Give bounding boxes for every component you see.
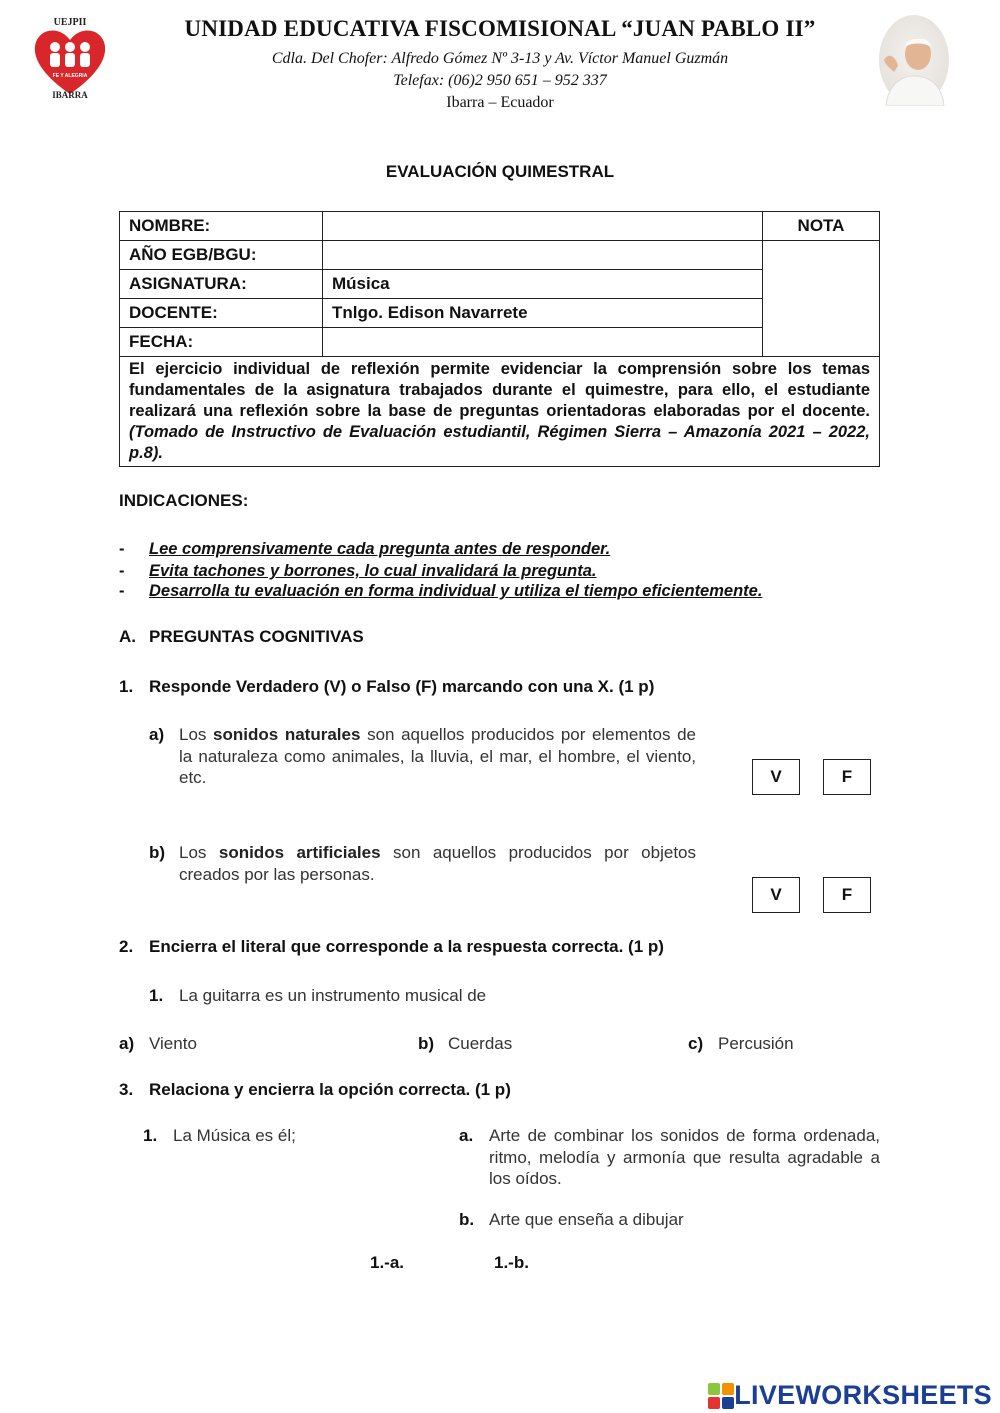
indication-text: Desarrolla tu evaluación en forma individual y utiliza el tiempo eficientemente. (149, 582, 763, 600)
q3-option-b-label: b. (459, 1210, 475, 1229)
q2-option-c[interactable]: c) Percusión (688, 1034, 794, 1053)
logo-top-text: UEJPII (53, 17, 87, 28)
logo-bottom-text: IBARRA (52, 90, 88, 100)
question-2-heading: 2. Encierra el literal que corresponde a la respuesta correcta. (1 p) (119, 937, 664, 956)
q3-left-item: 1. La Música es él; (143, 1126, 296, 1145)
indication-item: - Desarrolla tu evaluación en forma individual y utiliza el tiempo eficientemente. (119, 582, 763, 600)
date-field[interactable] (323, 328, 763, 357)
q2-option-a[interactable]: a) Viento (119, 1034, 197, 1053)
description-text: El ejercicio individual de reflexión permite evidenciar la comprensión sobre los temas fundamentales de la asignatura trabajados durante el quimestre, para ello, el estudiante realizará una reflexión sobre la base de preguntas orientadoras elaboradas por el docente. (129, 360, 870, 420)
q1-a-label: a) (149, 725, 165, 744)
subject-value: Música (323, 270, 763, 299)
indication-text: Lee comprensivamente cada pregunta antes de responder. (149, 540, 611, 558)
q3-option-a-text: Arte de combinar los sonidos de forma ordenada, ritmo, melodía y armonía que resulta agradable a los oídos. (489, 1126, 880, 1188)
liveworksheets-wordmark: LIVEWORKSHEETS (734, 1380, 992, 1410)
date-label: FECHA: (120, 328, 323, 357)
question-1-heading: 1. Responde Verdadero (V) o Falso (F) marcando con una X. (1 p) (119, 677, 655, 696)
liveworksheets-logo (708, 1380, 992, 1411)
q3-answer-1b[interactable]: 1.-b. (494, 1253, 529, 1272)
q1-a-statement: Los sonidos naturales son aquellos producidos por elementos de la naturaleza como animales, la lluvia, el mar, el hombre, el viento, etc. (179, 725, 696, 787)
student-info-table (119, 211, 880, 467)
q1-b-statement: Los sonidos artificiales son aquellos producidos por objetos creados por las personas. (179, 843, 696, 884)
school-address: Cdla. Del Chofer: Alfredo Gómez Nº 3-13 y Av. Víctor Manuel Guzmán (271, 50, 729, 67)
name-label: NOMBRE: (120, 212, 323, 241)
description-citation: (Tomado de Instructivo de Evaluación estudiantil, Régimen Sierra – Amazonía 2021 – 2022, p.8). (129, 423, 870, 462)
teacher-value: Tnlgo. Edison Navarrete (323, 299, 763, 328)
q1-b-true-box[interactable]: V (752, 877, 800, 913)
school-city: Ibarra – Ecuador (446, 94, 554, 111)
school-title: UNIDAD EDUCATIVA FISCOMISIONAL “JUAN PABLO II” (184, 16, 816, 41)
q3-answer-1a[interactable]: 1.-a. (370, 1253, 405, 1272)
portrait-image (878, 14, 950, 106)
indication-item: - Evita tachones y borrones, lo cual invalidará la pregunta. (119, 562, 597, 580)
q1-b-false-box[interactable]: F (823, 877, 871, 913)
q3-option-b-text: Arte que enseña a dibujar (489, 1210, 684, 1229)
grade-field[interactable] (763, 241, 880, 357)
exam-title: EVALUACIÓN QUIMESTRAL (385, 162, 615, 181)
year-field[interactable] (323, 241, 763, 270)
section-a-heading: A. PREGUNTAS COGNITIVAS (119, 627, 364, 646)
q2-option-b[interactable]: b) Cuerdas (418, 1034, 513, 1053)
q1-a-false-box[interactable]: F (823, 759, 871, 795)
q2-subquestion: 1. La guitarra es un instrumento musical de (149, 986, 487, 1005)
grade-header: NOTA (763, 212, 880, 241)
year-label: AÑO EGB/BGU: (120, 241, 323, 270)
question-3-heading: 3. Relaciona y encierra la opción correcta. (1 p) (119, 1080, 511, 1099)
indication-item: - Lee comprensivamente cada pregunta antes de responder. (119, 540, 611, 558)
teacher-label: DOCENTE: (120, 299, 323, 328)
logo-banner-text: FE Y ALEGRIA (52, 73, 88, 79)
name-field[interactable] (323, 212, 763, 241)
q1-a-true-box[interactable]: V (752, 759, 800, 795)
q3-option-a-label: a. (459, 1126, 474, 1145)
liveworksheets-icon (708, 1383, 734, 1409)
indication-text: Evita tachones y borrones, lo cual invalidará la pregunta. (149, 562, 597, 580)
school-logo (30, 14, 110, 102)
subject-label: ASIGNATURA: (120, 270, 323, 299)
description-cell (120, 357, 880, 467)
q1-b-label: b) (149, 843, 166, 862)
school-phone: Telefax: (06)2 950 651 – 952 337 (393, 72, 607, 89)
indications-title: INDICACIONES: (119, 491, 249, 510)
